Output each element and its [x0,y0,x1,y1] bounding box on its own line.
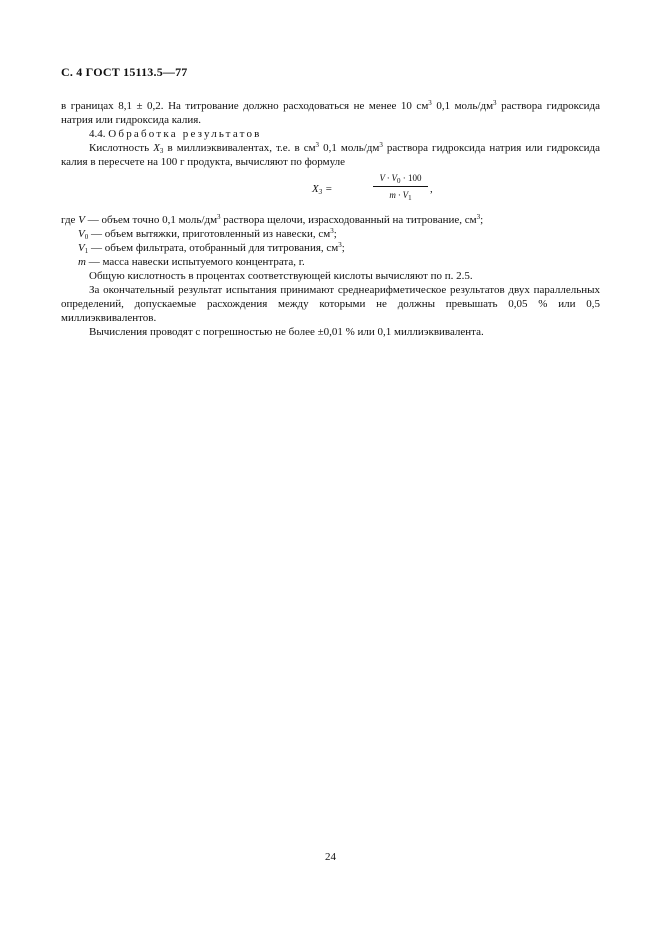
formula-den-sub: 1 [408,194,412,202]
legend-m-text: — масса навески испытуемого концентрата, г. [85,256,305,268]
paragraph-total-acidity: Общую кислотность в процентах соответствующей кислоты вычисляют по п. 2.5. [89,270,473,282]
formula-legend [61,213,600,269]
formula-num-sub: 0 [397,177,401,185]
section-number: 4.4. [89,128,106,140]
page-body [61,99,600,339]
formula-num-a: V · V [379,173,398,183]
legend-v-text2: раствора щелочи, израсходованный на титрование, см [220,214,477,226]
legend-v-var: V [78,214,85,226]
legend-m-var: m [78,256,86,268]
section-heading [61,127,600,141]
p2-text-d: раствора гидроксида натрия или гидроксида калия в пересчете на 100 г продукта, вычисляют по формуле [61,142,601,168]
legend-where: где [61,214,79,226]
legend-v0-var: V [78,228,85,240]
fraction-bar [373,186,428,187]
legend-line-v1 [61,241,600,255]
p2-sup-2: 3 [379,141,383,149]
formula-denominator [373,188,428,202]
p1-text-c: раствора гидроксида натрия или гидроксида калия. [61,100,600,126]
p1-sup-2: 3 [493,99,497,107]
p2-text-b: в миллиэквивалентах, т.е. в см [163,142,316,154]
page-header: С. 4 ГОСТ 15113.5—77 [61,65,188,79]
legend-v-sup2: 3 [476,213,481,221]
section-title: Обработка результатов [108,128,262,140]
formula-lhs-sub: 3 [318,188,323,196]
formula-numerator [373,171,428,185]
legend-v1-end: ; [341,242,345,254]
p2-text-c: 0,1 моль/дм [319,142,380,154]
legend-line-v [61,213,600,227]
formula-equals: = [322,183,333,195]
formula-comma: , [430,183,433,195]
legend-v1-sub: 1 [84,247,89,255]
legend-v0-sup: 3 [330,227,334,235]
formula-fraction [373,171,428,202]
legend-line-v0 [61,227,600,241]
paragraph-final-result: За окончательный результат испытания принимают среднеарифметическое результатов двух параллельных определений, допускаемые расхождения между которыми не должны превышать 0,05 % или 0,5 миллиэквивалентов. [61,284,600,324]
p1-text-a: в границах 8,1 ± 0,2. На титрование должно расходоваться не менее 10 см [61,100,429,112]
legend-v1-text: — объем фильтрата, отобранный для титрования, см [88,242,339,254]
p2-var: X [153,142,160,154]
formula-den-a: m · V [389,190,409,200]
legend-v0-sub: 0 [84,233,89,241]
legend-v0-text: — объем вытяжки, приготовленный из навески, см [88,228,331,240]
page-number: 24 [325,851,336,863]
formula-num-b: · 100 [400,173,422,183]
formula-lhs [312,182,332,196]
legend-line-m [61,255,600,269]
p1-sup-1: 3 [428,99,432,107]
formula-lhs-var: X [312,183,319,195]
paragraph-titration [61,99,600,127]
legend-v-end: ; [480,214,484,226]
p1-text-b: 0,1 моль/дм [431,100,494,112]
p2-sup-1: 3 [315,141,320,149]
legend-v1-var: V [78,242,85,254]
legend-v1-sup: 3 [338,241,342,249]
legend-v-text: — объем точно 0,1 моль/дм [84,214,218,226]
paragraph-acidity [61,141,600,169]
paragraph-precision: Вычисления проводят с погрешностью не более ±0,01 % или 0,1 миллиэквивалента. [89,326,484,338]
acidity-formula [61,171,600,209]
legend-v-sup: 3 [217,213,221,221]
legend-v0-end: ; [333,228,337,240]
p2-text-a: Кислотность [89,142,154,154]
p2-var-sub: 3 [159,147,164,155]
